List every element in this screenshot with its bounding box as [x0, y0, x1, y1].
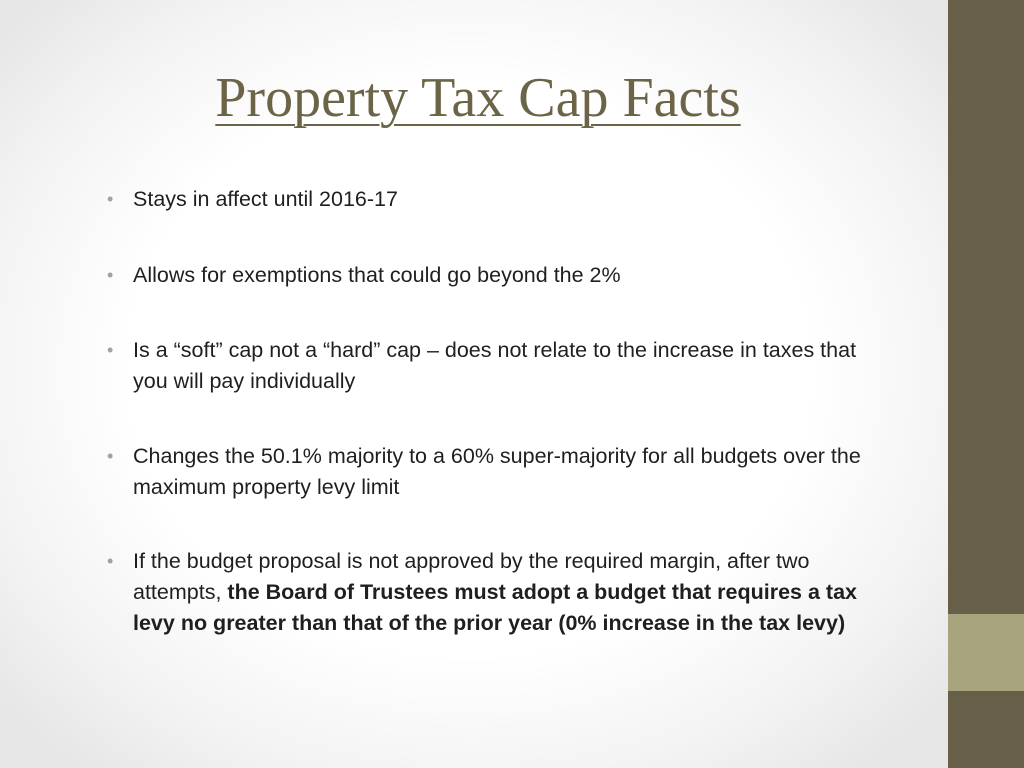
bullet-dot-icon: • — [107, 265, 114, 285]
bullet-item — [107, 441, 883, 503]
bullet-item — [107, 546, 883, 639]
bullet-dot-icon: • — [107, 340, 114, 360]
bullet-item — [107, 335, 883, 397]
bullet-dot-icon: • — [107, 446, 114, 466]
bullet-item — [107, 184, 883, 215]
bullet-text: Stays in affect until 2016-17 — [133, 187, 398, 211]
bullet-dot-icon: • — [107, 551, 114, 571]
bullet-item — [107, 260, 883, 291]
bullet-text: Allows for exemptions that could go beyond the 2% — [133, 263, 621, 287]
bullet-text: If the budget proposal is not approved by the required margin, after two attempts, — [133, 549, 810, 604]
bullet-text: Changes the 50.1% majority to a 60% super-majority for all budgets over the maximum property levy limit — [133, 444, 861, 499]
bullet-dot-icon: • — [107, 189, 114, 209]
bullet-text: Is a “soft” cap not a “hard” cap – does not relate to the increase in taxes that you will pay individually — [133, 338, 857, 393]
slide-title: Property Tax Cap Facts — [215, 67, 741, 129]
bullet-bold-text: the Board of Trustees must adopt a budget that requires a tax levy no greater than that of the prior year (0% increase in the tax levy) — [133, 580, 857, 635]
sidebar-accent-block — [948, 614, 1024, 691]
